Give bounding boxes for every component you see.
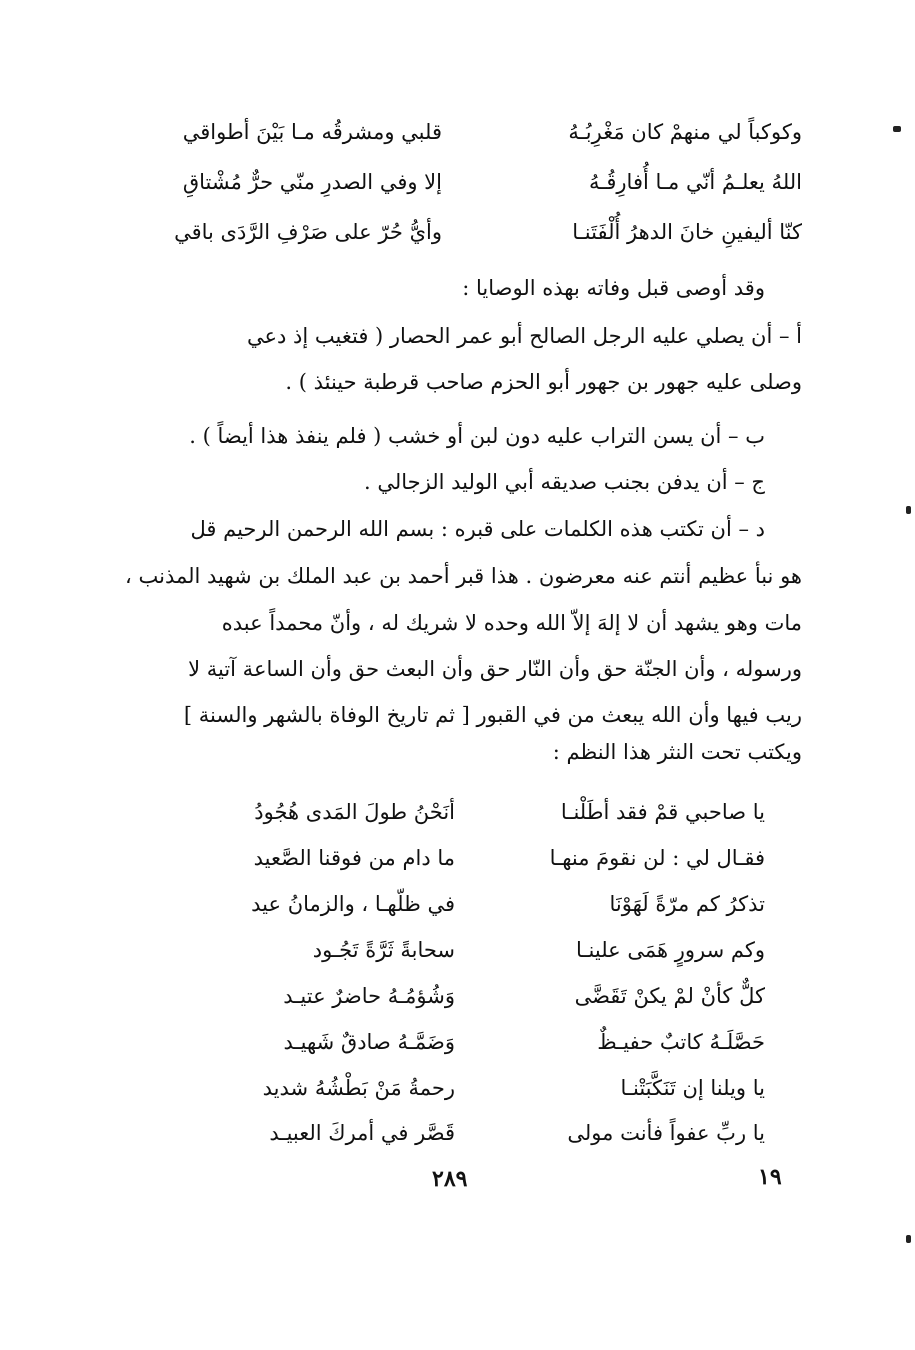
poem-epitaph-verse-3-second-hemistich: في ظلّهـا ، والزمانُ عيد bbox=[251, 892, 455, 916]
poem-epitaph-verse-7-second-hemistich: رحمةُ مَنْ بَطْشُهُ شديد bbox=[262, 1076, 455, 1100]
poem-epitaph-verse-1-second-hemistich: أنَحْنُ طولَ المَدى هُجُودُ bbox=[254, 800, 455, 824]
poem-epitaph-verse-2-second-hemistich: ما دام من فوقنا الصَّعيد bbox=[253, 846, 455, 870]
poem-epitaph-verse-8-first-hemistich: يا ربِّ عفواً فأنت مولى bbox=[567, 1121, 765, 1145]
poem-top-verse-3-first-hemistich: كنّا أليفينِ خانَ الدهرُ أُلْفَتَنـا bbox=[572, 220, 802, 244]
poem-top-verse-1-second-hemistich: قلبي ومشرقُه مـا بَيْنَ أطواقي bbox=[182, 120, 442, 144]
poem-epitaph-verse-3 bbox=[165, 884, 765, 924]
scan-speck bbox=[906, 1235, 911, 1243]
body-line-intro: وقد أوصى قبل وفاته بهذه الوصايا : bbox=[462, 276, 765, 300]
poem-epitaph-verse-1-first-hemistich: يا صاحبي قمْ فقد أطَلْنـا bbox=[560, 800, 765, 824]
page-number: ٢٨٩ bbox=[432, 1166, 468, 1192]
poem-epitaph-verse-5 bbox=[165, 976, 765, 1016]
poem-epitaph-verse-4-second-hemistich: سحابةً ثَرَّةً تَجُـود bbox=[312, 938, 455, 962]
poem-top-verse-2 bbox=[102, 162, 802, 202]
body-line-d-cont-2: مات وهو يشهد أن لا إلهَ إلاّ الله وحده لا شريك له ، وأنّ محمداً عبده bbox=[221, 611, 802, 635]
poem-epitaph-verse-1 bbox=[165, 792, 765, 832]
poem-epitaph-verse-4 bbox=[165, 930, 765, 970]
body-line-d-cont-1: هو نبأ عظيم أنتم عنه معرضون . هذا قبر أحمد بن عبد الملك بن شهيد المذنب ، bbox=[125, 564, 802, 588]
scan-speck bbox=[906, 506, 911, 514]
poem-epitaph-verse-6-first-hemistich: حَصَّلَـهُ كاتبٌ حفيـظٌ bbox=[597, 1030, 765, 1054]
body-line-b: ب – أن يسن التراب عليه دون لبن أو خشب ( فلم ينفذ هذا أيضاً ) . bbox=[189, 424, 765, 448]
body-line-a: أ – أن يصلي عليه الرجل الصالح أبو عمر الحصار ( فتغيب إذ دعي bbox=[246, 324, 802, 348]
poem-epitaph-verse-7-first-hemistich: يا ويلنا إن تَنَكَّبَتْنـا bbox=[620, 1076, 765, 1100]
poem-top-verse-3-second-hemistich: وأيُّ حُرّ على صَرْفِ الرَّدَى باقي bbox=[174, 220, 442, 244]
poem-top-verse-2-first-hemistich: اللهُ يعلـمُ أنّي مـا أُفارِقُـهُ bbox=[588, 170, 802, 194]
poem-epitaph-verse-2 bbox=[165, 838, 765, 878]
body-line-d: د – أن تكتب هذه الكلمات على قبره : بسم الله الرحمن الرحيم قل bbox=[190, 517, 765, 541]
signature-mark: ١٩ bbox=[758, 1164, 782, 1190]
body-line-d-cont-5: ويكتب تحت النثر هذا النظم : bbox=[552, 740, 802, 764]
poem-top-verse-2-second-hemistich: إلا وفي الصدرِ منّي حرٌّ مُشْتاقِ bbox=[182, 170, 442, 194]
poem-epitaph-verse-5-second-hemistich: وَشُؤمُـهُ حاضرٌ عتيـد bbox=[283, 984, 455, 1008]
poem-epitaph-verse-5-first-hemistich: كلٌّ كأنْ لمْ يكنْ تَقَضَّى bbox=[574, 984, 765, 1008]
poem-epitaph-verse-8-second-hemistich: قَصَّر في أمركَ العبيـد bbox=[269, 1121, 455, 1145]
poem-top-verse-1-first-hemistich: وكوكباً لي منهمْ كان مَغْرِبُـهُ bbox=[568, 120, 802, 144]
poem-epitaph-verse-8 bbox=[165, 1113, 765, 1153]
poem-top-verse-1 bbox=[102, 112, 802, 152]
poem-epitaph-verse-6-second-hemistich: وَضَمَّـهُ صادقٌ شَهيـد bbox=[283, 1030, 455, 1054]
poem-epitaph-verse-3-first-hemistich: تذكرُ كم مرّةً لَهَوْنَا bbox=[609, 892, 765, 916]
poem-epitaph-verse-2-first-hemistich: فقـال لي : لن نقومَ منهـا bbox=[549, 846, 765, 870]
poem-epitaph-verse-6 bbox=[165, 1022, 765, 1062]
poem-top-verse-3 bbox=[102, 212, 802, 252]
poem-epitaph-verse-4-first-hemistich: وكم سرورٍ هَمَى علينـا bbox=[575, 938, 765, 962]
body-line-d-cont-4: ريب فيها وأن الله يبعث من في القبور [ ثم تاريخ الوفاة بالشهر والسنة ] bbox=[183, 703, 802, 727]
poem-epitaph-verse-7 bbox=[165, 1068, 765, 1108]
scan-speck bbox=[893, 126, 901, 132]
body-line-d-cont-3: ورسوله ، وأن الجنّة حق وأن النّار حق وأن البعث حق وأن الساعة آتية لا bbox=[188, 657, 802, 681]
body-line-c: ج – أن يدفن بجنب صديقه أبي الوليد الزجالي . bbox=[363, 470, 765, 494]
body-line-a-cont: وصلى عليه جهور بن جهور أبو الحزم صاحب قرطبة حينئذ ) . bbox=[285, 370, 802, 394]
